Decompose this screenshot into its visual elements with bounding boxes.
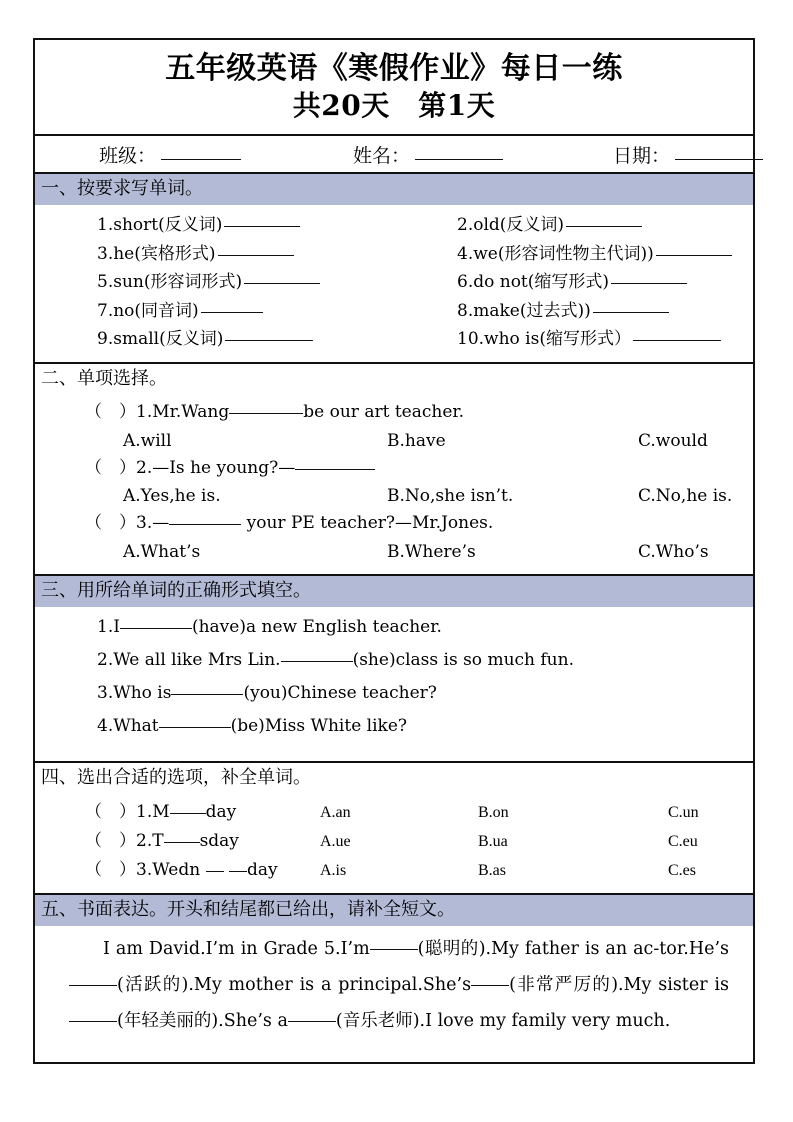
composition-text: (年轻美丽的).She’s a — [117, 1011, 288, 1032]
word-choice-option[interactable]: A.is — [320, 862, 347, 880]
section-2 — [35, 364, 753, 576]
word-choice-option[interactable]: B.ua — [478, 833, 508, 851]
word-item[interactable] — [97, 268, 457, 297]
section-4-heading: 四、选出合适的选项，补全单词。 — [41, 767, 311, 789]
word-blank[interactable] — [633, 340, 721, 341]
word-item-label: 8.make(过去式)) — [457, 300, 591, 321]
word-choice-stem-c: sday — [199, 831, 239, 852]
letter-blank[interactable] — [170, 813, 188, 814]
fill-blank-item[interactable] — [35, 710, 753, 743]
composition-text: (非常严厉的).My sister is — [509, 975, 729, 996]
letter-blank[interactable] — [229, 871, 247, 872]
mc-option[interactable]: C.would — [638, 430, 708, 451]
fill-blank[interactable] — [171, 694, 243, 695]
fill-post: (have)a new English teacher. — [191, 616, 442, 637]
name-label: 姓名： — [353, 144, 411, 167]
mc-stem-post: your PE teacher?—Mr.Jones. — [241, 513, 494, 534]
fill-pre: 3.Who is — [97, 682, 172, 703]
mc-option[interactable]: C.Who’s — [638, 541, 709, 562]
composition-text: (聪明的).My father is an ac-tor.He’s — [417, 939, 729, 960]
fill-blank[interactable] — [159, 727, 231, 728]
mc-option[interactable]: C.No,he is. — [638, 486, 733, 507]
word-choice-row — [35, 798, 753, 827]
mc-option-row — [35, 538, 753, 566]
word-choice-stem[interactable] — [85, 856, 278, 885]
word-blank[interactable] — [218, 255, 294, 256]
letter-blank[interactable] — [164, 842, 182, 843]
word-choice-stem-a: （ ）1.M — [85, 802, 170, 823]
word-item[interactable] — [97, 297, 457, 326]
word-item[interactable] — [457, 240, 753, 269]
word-item[interactable] — [97, 240, 457, 269]
section-2-heading: 二、单项选择。 — [41, 367, 167, 389]
word-choice-stem-a: （ ）2.T — [85, 831, 164, 852]
word-item[interactable] — [457, 297, 753, 326]
word-choice-row — [35, 856, 753, 885]
word-item-label: 5.sun(形容词形式) — [97, 272, 243, 293]
word-choice-option[interactable]: C.eu — [668, 833, 698, 851]
letter-blank[interactable] — [206, 871, 224, 872]
mc-question-stem[interactable] — [35, 399, 753, 427]
date-field[interactable] — [613, 141, 763, 168]
word-item-label: 10.who is(缩写形式） — [457, 329, 631, 350]
word-choice-row — [35, 827, 753, 856]
word-item-label: 3.he(宾格形式) — [97, 243, 216, 264]
letter-blank[interactable] — [188, 813, 206, 814]
composition-blank[interactable] — [288, 1021, 336, 1022]
date-blank[interactable] — [675, 159, 763, 160]
word-blank[interactable] — [566, 226, 642, 227]
composition-text: (音乐老师).I love my family very much. — [335, 1011, 671, 1032]
word-blank[interactable] — [201, 312, 263, 313]
fill-post: (she)class is so much fun. — [352, 649, 574, 670]
word-item[interactable] — [457, 325, 753, 354]
word-choice-option[interactable]: B.on — [478, 804, 509, 822]
word-blank[interactable] — [611, 283, 687, 284]
word-choice-stem-b — [224, 860, 229, 880]
word-blank[interactable] — [224, 226, 300, 227]
mc-blank[interactable] — [295, 469, 375, 470]
word-item-label: 2.old(反义词) — [457, 215, 565, 236]
word-blank[interactable] — [244, 283, 320, 284]
mc-blank[interactable] — [229, 413, 303, 414]
page-subtitle: 共20天 第1天 — [292, 88, 496, 122]
word-choice-option[interactable]: A.ue — [320, 833, 351, 851]
section-4-body — [35, 794, 753, 893]
section-3-heading: 三、用所给单词的正确形式填空。 — [35, 576, 753, 607]
mc-option[interactable]: A.Yes,he is. — [123, 486, 221, 507]
fill-blank-item[interactable] — [35, 644, 753, 677]
letter-blank[interactable] — [182, 842, 200, 843]
composition-text: I am David.I’m in Grade 5.I’m — [103, 939, 370, 960]
fill-pre: 1.I — [97, 616, 120, 637]
class-blank[interactable] — [161, 159, 241, 160]
mc-stem-pre: （ ）1.Mr.Wang — [85, 401, 230, 422]
mc-option[interactable]: B.No,she isn’t. — [387, 486, 514, 507]
section-1 — [35, 174, 753, 364]
section-5 — [35, 895, 753, 1062]
mc-option-row — [35, 427, 753, 455]
fill-blank-item[interactable] — [35, 611, 753, 644]
section-3-body — [35, 607, 753, 762]
fill-pre: 2.We all like Mrs Lin. — [97, 649, 281, 670]
word-item-label: 1.short(反义词) — [97, 215, 223, 236]
fill-blank[interactable] — [120, 628, 192, 629]
mc-option[interactable]: A.will — [123, 430, 172, 451]
fill-blank-item[interactable] — [35, 677, 753, 710]
word-choice-stem[interactable] — [85, 798, 236, 827]
word-item-label: 6.do not(缩写形式) — [457, 272, 610, 293]
date-label: 日期： — [613, 144, 671, 167]
section-5-heading: 五、书面表达。开头和结尾都已给出，请补全短文。 — [35, 895, 753, 926]
word-item[interactable] — [457, 211, 753, 240]
mc-option[interactable]: A.What’s — [123, 541, 201, 562]
section-3 — [35, 576, 753, 764]
word-item-label: 4.we(形容词性物主代词)) — [457, 243, 654, 264]
word-choice-stem[interactable] — [85, 827, 239, 856]
composition-blank[interactable] — [370, 949, 418, 950]
word-blank[interactable] — [593, 312, 669, 313]
name-blank[interactable] — [415, 159, 503, 160]
word-choice-option[interactable]: A.an — [320, 804, 351, 822]
word-item-label: 7.no(同音词) — [97, 300, 199, 321]
word-choice-option[interactable]: C.es — [668, 862, 696, 880]
mc-blank[interactable] — [169, 524, 241, 525]
mc-stem-pre: （ ）2.—Is he young?— — [85, 457, 296, 478]
composition-body[interactable] — [35, 926, 753, 1062]
mc-option[interactable]: B.Where’s — [387, 541, 476, 562]
page-title: 五年级英语《寒假作业》每日一练 — [165, 51, 623, 86]
word-item[interactable] — [457, 268, 753, 297]
word-blank[interactable] — [225, 340, 313, 341]
mc-option-row — [35, 482, 753, 510]
section-2-body — [35, 395, 753, 574]
composition-text: (活跃的).My mother is a principal.She’s — [117, 975, 472, 996]
class-label: 班级： — [99, 144, 157, 167]
composition-blank[interactable] — [471, 985, 509, 986]
section-4 — [35, 763, 753, 895]
word-blank[interactable] — [656, 255, 732, 256]
fill-post: (you)Chinese teacher? — [243, 682, 437, 703]
title-block — [35, 40, 753, 136]
name-field[interactable] — [353, 141, 503, 168]
mc-option[interactable]: B.have — [387, 430, 446, 451]
student-info-row — [35, 136, 753, 174]
section-1-heading: 一、按要求写单词。 — [35, 174, 753, 205]
mc-stem-pre: （ ）3.— — [85, 513, 170, 534]
word-form-grid — [35, 209, 753, 354]
fill-blank[interactable] — [281, 661, 353, 662]
composition-blank[interactable] — [69, 985, 117, 986]
section-1-body — [35, 205, 753, 362]
class-field[interactable] — [99, 141, 241, 168]
word-choice-option[interactable]: C.un — [668, 804, 699, 822]
word-choice-stem-c: day — [247, 860, 278, 881]
worksheet-sheet — [33, 38, 755, 1064]
word-item[interactable] — [97, 325, 457, 354]
word-choice-stem-a: （ ）3.Wedn — [85, 860, 206, 881]
word-choice-option[interactable]: B.as — [478, 862, 506, 880]
composition-blank[interactable] — [69, 1021, 117, 1022]
word-item[interactable] — [97, 211, 457, 240]
fill-pre: 4.What — [97, 716, 159, 737]
word-item-label: 9.small(反义词) — [97, 329, 224, 350]
mc-stem-post: be our art teacher. — [303, 401, 465, 422]
word-choice-stem-c: day — [205, 802, 237, 823]
mc-question-stem[interactable] — [35, 510, 753, 538]
fill-post: (be)Miss White like? — [230, 716, 408, 737]
mc-question-stem[interactable] — [35, 455, 753, 483]
